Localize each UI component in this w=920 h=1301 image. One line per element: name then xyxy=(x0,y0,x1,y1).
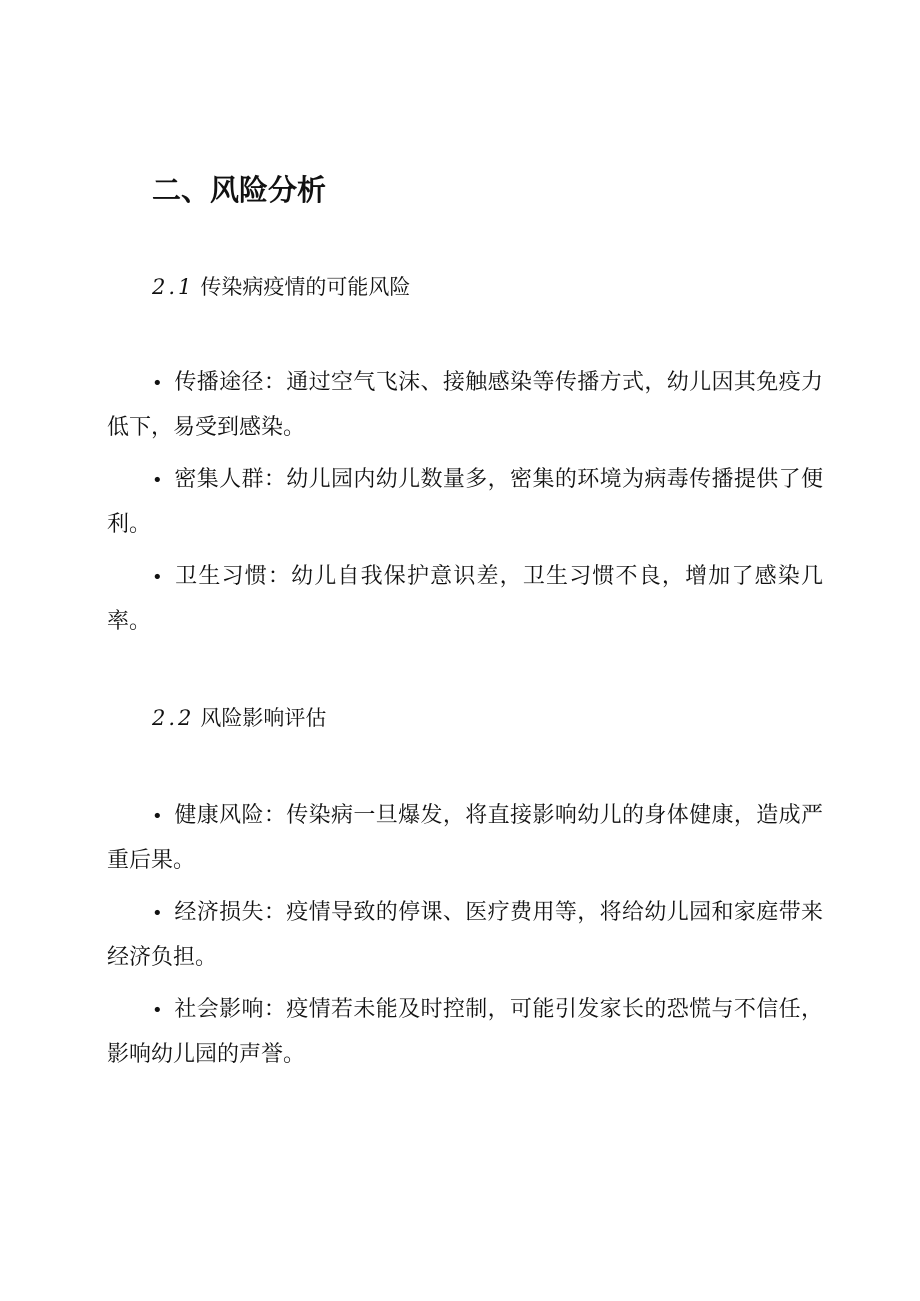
list-item xyxy=(107,794,823,883)
bullet-icon: • xyxy=(152,567,163,588)
subsection-title: 传染病疫情的可能风险 xyxy=(200,275,411,299)
bullet-icon: • xyxy=(152,470,163,491)
subsection-heading-2-2 xyxy=(152,701,326,735)
list-item-text: 经济损失：疫情导致的停课、医疗费用等，将给幼儿园和家庭带来经济负担。 xyxy=(107,900,823,970)
list-item-text: 卫生习惯：幼儿自我保护意识差，卫生习惯不良，增加了感染几率。 xyxy=(107,564,823,634)
list-item xyxy=(107,891,823,980)
list-item xyxy=(107,458,823,547)
subsection-title: 风险影响评估 xyxy=(200,706,327,730)
list-item-text: 社会影响：疫情若未能及时控制，可能引发家长的恐慌与不信任，影响幼儿园的声誉。 xyxy=(107,997,823,1067)
list-item-text: 密集人群：幼儿园内幼儿数量多，密集的环境为病毒传播提供了便利。 xyxy=(107,467,823,537)
list-item xyxy=(107,988,823,1077)
bullet-icon: • xyxy=(152,373,163,394)
bullet-icon: • xyxy=(152,1000,163,1021)
section-title: 二、风险分析 xyxy=(152,173,327,207)
subsection-heading-2-1 xyxy=(152,270,410,304)
list-item xyxy=(107,555,823,644)
bullet-icon: • xyxy=(152,903,163,924)
subsection-number: 2.1 xyxy=(152,275,195,299)
list-item xyxy=(107,361,823,450)
list-item-text: 健康风险：传染病一旦爆发，将直接影响幼儿的身体健康，造成严重后果。 xyxy=(107,803,823,873)
bullet-icon: • xyxy=(152,806,163,827)
subsection-number: 2.2 xyxy=(152,706,195,730)
list-item-text: 传播途径：通过空气飞沫、接触感染等传播方式，幼儿因其免疫力低下，易受到感染。 xyxy=(107,370,823,440)
